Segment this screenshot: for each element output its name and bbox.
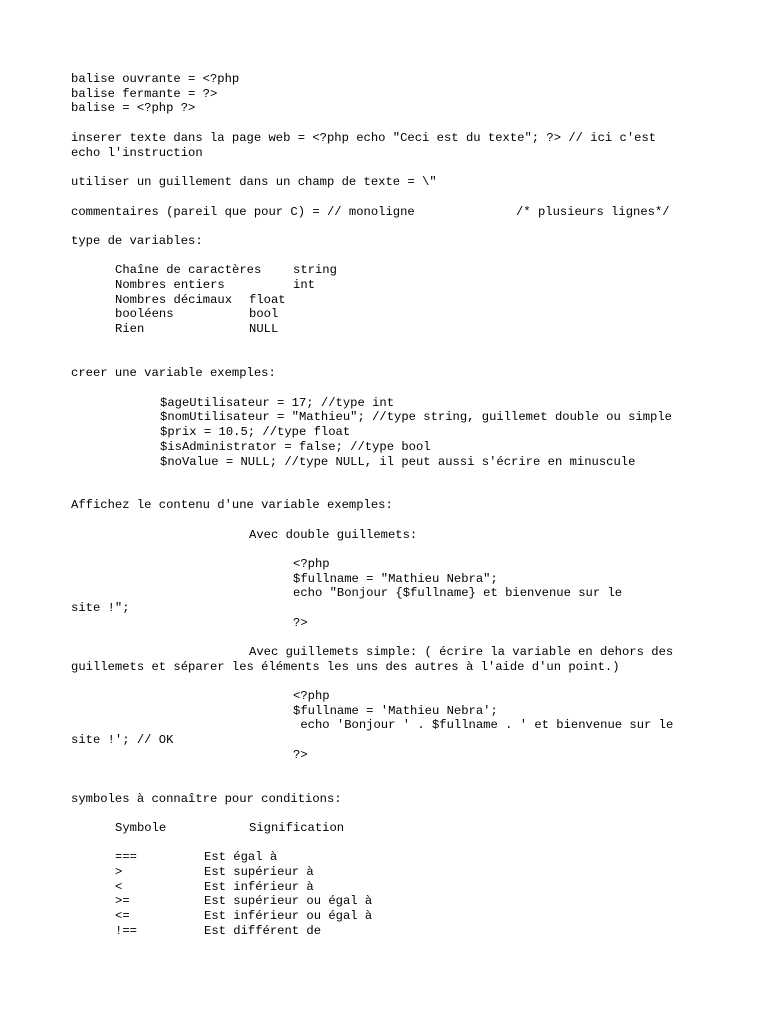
section-heading: Affichez le contenu d'une variable exemples: (71, 498, 393, 512)
type-table-value: NULL (249, 322, 279, 336)
type-table-value: string (293, 263, 337, 277)
symbol-table-header: Signification (249, 821, 345, 835)
code-line: <?php (293, 557, 330, 571)
symbol-cell: === (115, 850, 137, 864)
code-line: <?php (293, 689, 330, 703)
text-line: guillemets et séparer les éléments les uns des autres à l'aide d'un point.) (71, 660, 620, 674)
code-line: site !'; // OK (71, 733, 174, 747)
text-line: inserer texte dans la page web = <?php echo "Ceci est du texte"; ?> // ici c'est (71, 131, 657, 145)
symbol-cell: < (115, 880, 123, 894)
code-line: echo 'Bonjour ' . $fullname . ' et bienvenue sur le (293, 718, 674, 732)
text-line: balise ouvrante = <?php (71, 72, 240, 86)
type-table-label: Chaîne de caractères (115, 263, 262, 277)
section-heading: symboles à connaître pour conditions: (71, 792, 342, 806)
code-line: site !"; (71, 601, 130, 615)
code-line: $noValue = NULL; //type NULL, il peut aussi s'écrire en minuscule (160, 455, 636, 469)
type-table-value: bool (249, 307, 279, 321)
text-line: /* plusieurs lignes*/ (516, 205, 670, 219)
type-table-label: booléens (115, 307, 174, 321)
sub-heading: Avec double guillemets: (249, 528, 418, 542)
symbol-table-header: Symbole (115, 821, 167, 835)
code-line: $ageUtilisateur = 17; //type int (160, 396, 395, 410)
meaning-cell: Est inférieur à (204, 880, 314, 894)
text-line: utiliser un guillement dans un champ de texte = \" (71, 175, 437, 189)
text-line: balise fermante = ?> (71, 87, 218, 101)
meaning-cell: Est inférieur ou égal à (204, 909, 373, 923)
meaning-cell: Est différent de (204, 924, 322, 938)
code-line: $isAdministrator = false; //type bool (160, 440, 431, 454)
symbol-cell: >= (115, 894, 130, 908)
section-heading: creer une variable exemples: (71, 366, 276, 380)
symbol-cell: !== (115, 924, 137, 938)
symbol-cell: <= (115, 909, 130, 923)
meaning-cell: Est égal à (204, 850, 278, 864)
sub-heading: Avec guillemets simple: ( écrire la variable en dehors des (249, 645, 674, 659)
type-table-value: int (293, 278, 315, 292)
text-line: commentaires (pareil que pour C) = // monoligne (71, 205, 415, 219)
text-line: echo l'instruction (71, 146, 203, 160)
code-line: echo "Bonjour {$fullname} et bienvenue sur le (293, 586, 623, 600)
code-line: $fullname = "Mathieu Nebra"; (293, 572, 498, 586)
text-line: balise = <?php ?> (71, 101, 196, 115)
type-table-label: Nombres entiers (115, 278, 225, 292)
code-line: $nomUtilisateur = "Mathieu"; //type string, guillemet double ou simple (160, 410, 672, 424)
meaning-cell: Est supérieur ou égal à (204, 894, 373, 908)
type-table-label: Rien (115, 322, 145, 336)
symbol-cell: > (115, 865, 123, 879)
code-line: $prix = 10.5; //type float (160, 425, 351, 439)
meaning-cell: Est supérieur à (204, 865, 314, 879)
code-line: ?> (293, 616, 308, 630)
type-table-label: Nombres décimaux (115, 293, 233, 307)
code-line: ?> (293, 748, 308, 762)
type-table-value: float (249, 293, 286, 307)
code-line: $fullname = 'Mathieu Nebra'; (293, 704, 498, 718)
section-heading: type de variables: (71, 234, 203, 248)
